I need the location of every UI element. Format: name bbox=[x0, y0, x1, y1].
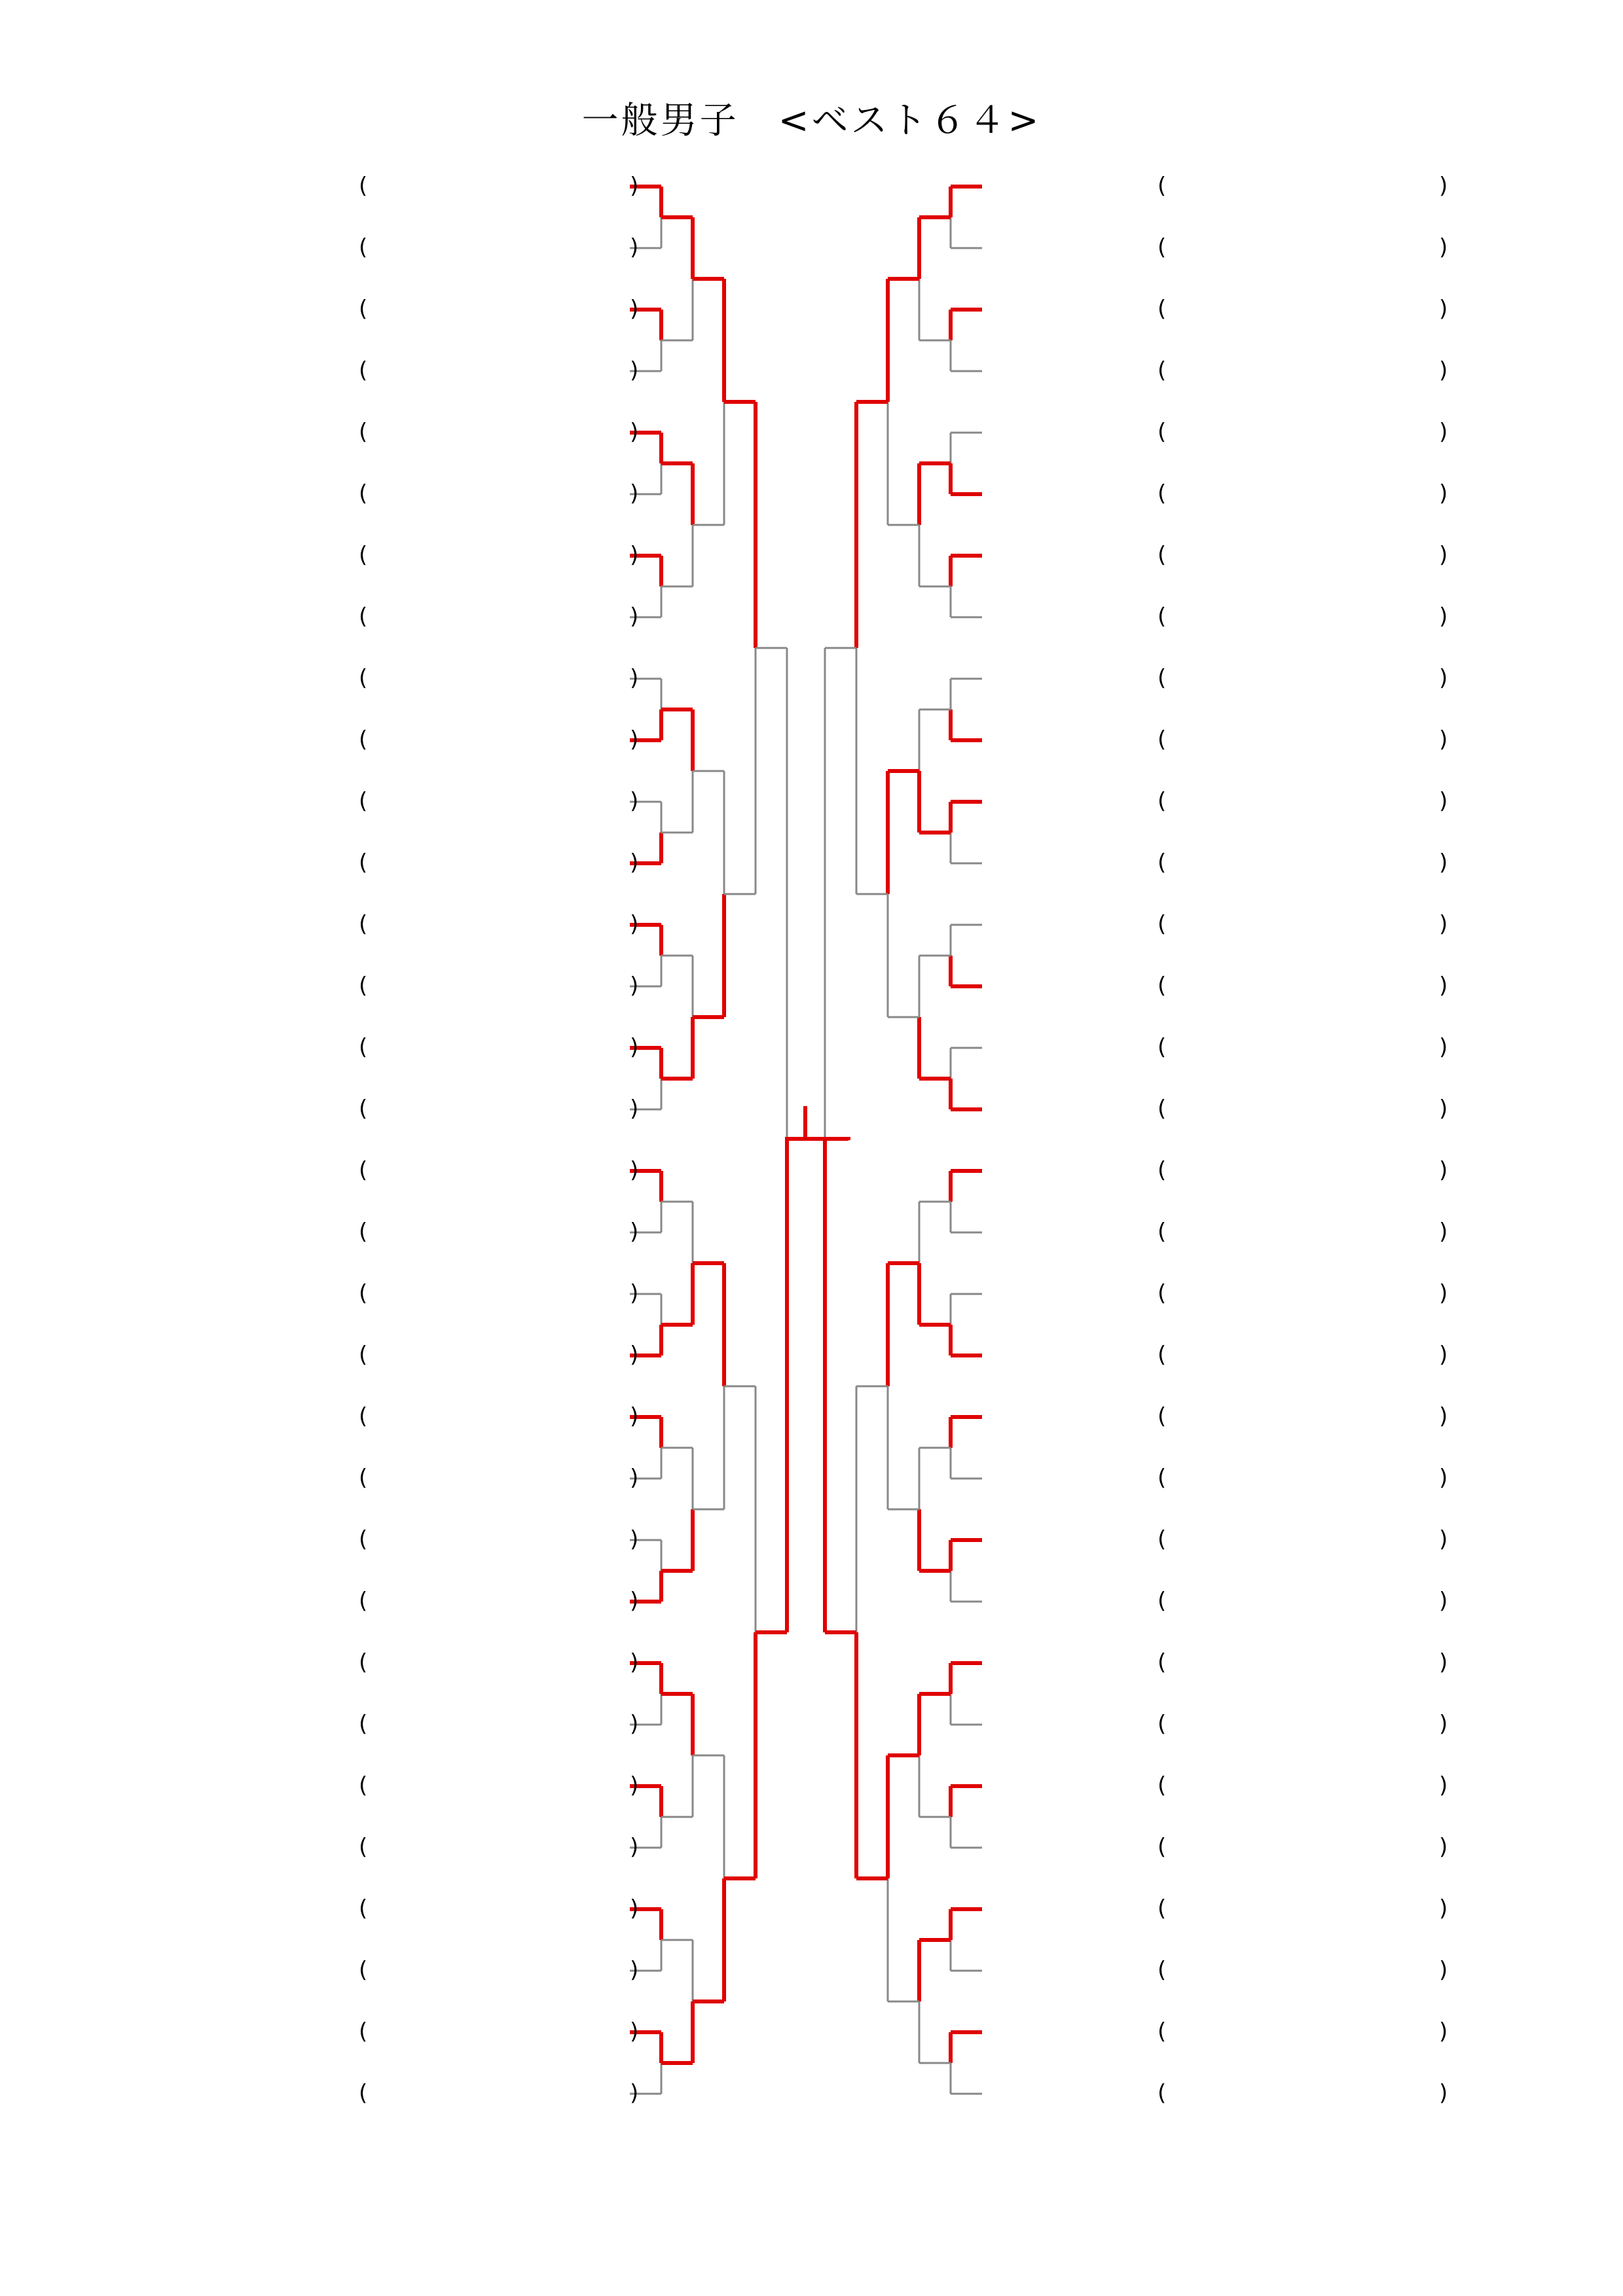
paren-close: ) bbox=[630, 2018, 639, 2045]
paren-close: ) bbox=[1439, 603, 1448, 630]
paren-close: ) bbox=[630, 1649, 639, 1676]
paren-close: ) bbox=[630, 1403, 639, 1429]
paren-close: ) bbox=[1439, 850, 1448, 876]
paren-open: ( bbox=[1158, 1526, 1167, 1552]
paren-close: ) bbox=[1439, 2080, 1448, 2106]
paren-close: ) bbox=[630, 1588, 639, 1614]
paren-open: ( bbox=[359, 1649, 368, 1676]
paren-close: ) bbox=[630, 603, 639, 630]
paren-close: ) bbox=[630, 726, 639, 753]
paren-open: ( bbox=[1158, 1465, 1167, 1491]
paren-close: ) bbox=[1439, 234, 1448, 260]
paren-open: ( bbox=[359, 665, 368, 691]
paren-open: ( bbox=[1158, 1096, 1167, 1122]
paren-open: ( bbox=[1158, 1219, 1167, 1245]
paren-open: ( bbox=[359, 1219, 368, 1245]
paren-open: ( bbox=[359, 1711, 368, 1737]
paren-open: ( bbox=[1158, 603, 1167, 630]
paren-close: ) bbox=[630, 1157, 639, 1183]
paren-open: ( bbox=[359, 1895, 368, 1922]
paren-close: ) bbox=[630, 1034, 639, 1060]
paren-close: ) bbox=[630, 296, 639, 322]
paren-close: ) bbox=[1439, 1342, 1448, 1368]
paren-open: ( bbox=[1158, 234, 1167, 260]
paren-open: ( bbox=[359, 911, 368, 937]
paren-close: ) bbox=[630, 973, 639, 999]
paren-open: ( bbox=[359, 1526, 368, 1552]
paren-open: ( bbox=[359, 2080, 368, 2106]
paren-close: ) bbox=[630, 357, 639, 384]
paren-open: ( bbox=[1158, 1034, 1167, 1060]
paren-open: ( bbox=[359, 788, 368, 814]
paren-close: ) bbox=[1439, 788, 1448, 814]
paren-open: ( bbox=[1158, 726, 1167, 753]
paren-close: ) bbox=[1439, 1834, 1448, 1860]
paren-close: ) bbox=[1439, 1649, 1448, 1676]
paren-close: ) bbox=[1439, 911, 1448, 937]
paren-open: ( bbox=[359, 726, 368, 753]
paren-close: ) bbox=[630, 1096, 639, 1122]
paren-close: ) bbox=[1439, 1957, 1448, 1983]
paren-open: ( bbox=[1158, 1649, 1167, 1676]
paren-close: ) bbox=[630, 1219, 639, 1245]
paren-close: ) bbox=[1439, 542, 1448, 568]
paren-close: ) bbox=[630, 234, 639, 260]
paren-close: ) bbox=[630, 1711, 639, 1737]
paren-open: ( bbox=[359, 973, 368, 999]
paren-close: ) bbox=[1439, 419, 1448, 445]
paren-close: ) bbox=[1439, 357, 1448, 384]
paren-open: ( bbox=[359, 234, 368, 260]
paren-open: ( bbox=[1158, 1342, 1167, 1368]
paren-close: ) bbox=[1439, 973, 1448, 999]
paren-open: ( bbox=[1158, 1280, 1167, 1306]
paren-close: ) bbox=[630, 480, 639, 507]
paren-close: ) bbox=[630, 911, 639, 937]
paren-open: ( bbox=[1158, 1834, 1167, 1860]
paren-open: ( bbox=[1158, 173, 1167, 199]
paren-close: ) bbox=[1439, 2018, 1448, 2045]
paren-close: ) bbox=[1439, 296, 1448, 322]
paren-open: ( bbox=[1158, 357, 1167, 384]
paren-open: ( bbox=[359, 480, 368, 507]
paren-close: ) bbox=[1439, 1588, 1448, 1614]
paren-open: ( bbox=[359, 1957, 368, 1983]
paren-close: ) bbox=[1439, 1526, 1448, 1552]
paren-close: ) bbox=[630, 419, 639, 445]
paren-open: ( bbox=[359, 357, 368, 384]
paren-close: ) bbox=[630, 1342, 639, 1368]
paren-close: ) bbox=[1439, 1219, 1448, 1245]
paren-close: ) bbox=[1439, 173, 1448, 199]
paren-close: ) bbox=[1439, 1895, 1448, 1922]
paren-open: ( bbox=[359, 2018, 368, 2045]
paren-open: ( bbox=[1158, 1157, 1167, 1183]
paren-close: ) bbox=[1439, 480, 1448, 507]
paren-open: ( bbox=[359, 173, 368, 199]
paren-close: ) bbox=[630, 850, 639, 876]
paren-open: ( bbox=[1158, 480, 1167, 507]
paren-open: ( bbox=[1158, 788, 1167, 814]
final-line bbox=[787, 1139, 848, 1140]
paren-close: ) bbox=[630, 173, 639, 199]
paren-close: ) bbox=[630, 542, 639, 568]
paren-open: ( bbox=[359, 419, 368, 445]
page-title: 一般男子 <ベスト６４> bbox=[581, 99, 1042, 142]
paren-close: ) bbox=[630, 1895, 639, 1922]
paren-close: ) bbox=[630, 1280, 639, 1306]
paren-open: ( bbox=[1158, 1403, 1167, 1429]
paren-close: ) bbox=[630, 1834, 639, 1860]
paren-open: ( bbox=[359, 1465, 368, 1491]
paren-open: ( bbox=[359, 1772, 368, 1799]
paren-close: ) bbox=[630, 1957, 639, 1983]
paren-close: ) bbox=[630, 1526, 639, 1552]
paren-close: ) bbox=[1439, 1711, 1448, 1737]
paren-open: ( bbox=[1158, 1957, 1167, 1983]
paren-open: ( bbox=[359, 1157, 368, 1183]
paren-close: ) bbox=[630, 1772, 639, 1799]
paren-open: ( bbox=[359, 1096, 368, 1122]
paren-close: ) bbox=[630, 788, 639, 814]
paren-open: ( bbox=[359, 542, 368, 568]
paren-open: ( bbox=[1158, 665, 1167, 691]
paren-open: ( bbox=[1158, 419, 1167, 445]
paren-close: ) bbox=[630, 1465, 639, 1491]
paren-open: ( bbox=[359, 1342, 368, 1368]
paren-open: ( bbox=[359, 1280, 368, 1306]
paren-open: ( bbox=[359, 850, 368, 876]
paren-close: ) bbox=[630, 665, 639, 691]
paren-open: ( bbox=[1158, 850, 1167, 876]
paren-open: ( bbox=[359, 296, 368, 322]
paren-open: ( bbox=[1158, 2080, 1167, 2106]
paren-close: ) bbox=[1439, 1403, 1448, 1429]
paren-open: ( bbox=[1158, 542, 1167, 568]
paren-open: ( bbox=[359, 1403, 368, 1429]
paren-close: ) bbox=[1439, 1465, 1448, 1491]
paren-open: ( bbox=[1158, 2018, 1167, 2045]
paren-open: ( bbox=[1158, 911, 1167, 937]
paren-close: ) bbox=[630, 2080, 639, 2106]
paren-open: ( bbox=[359, 603, 368, 630]
paren-open: ( bbox=[1158, 1711, 1167, 1737]
paren-open: ( bbox=[359, 1034, 368, 1060]
paren-open: ( bbox=[1158, 296, 1167, 322]
paren-close: ) bbox=[1439, 1157, 1448, 1183]
paren-open: ( bbox=[1158, 1588, 1167, 1614]
paren-open: ( bbox=[1158, 1895, 1167, 1922]
paren-open: ( bbox=[359, 1834, 368, 1860]
paren-close: ) bbox=[1439, 665, 1448, 691]
paren-close: ) bbox=[1439, 726, 1448, 753]
paren-close: ) bbox=[1439, 1772, 1448, 1799]
paren-close: ) bbox=[1439, 1280, 1448, 1306]
paren-close: ) bbox=[1439, 1034, 1448, 1060]
paren-open: ( bbox=[1158, 1772, 1167, 1799]
paren-close: ) bbox=[1439, 1096, 1448, 1122]
paren-open: ( bbox=[359, 1588, 368, 1614]
paren-open: ( bbox=[1158, 973, 1167, 999]
